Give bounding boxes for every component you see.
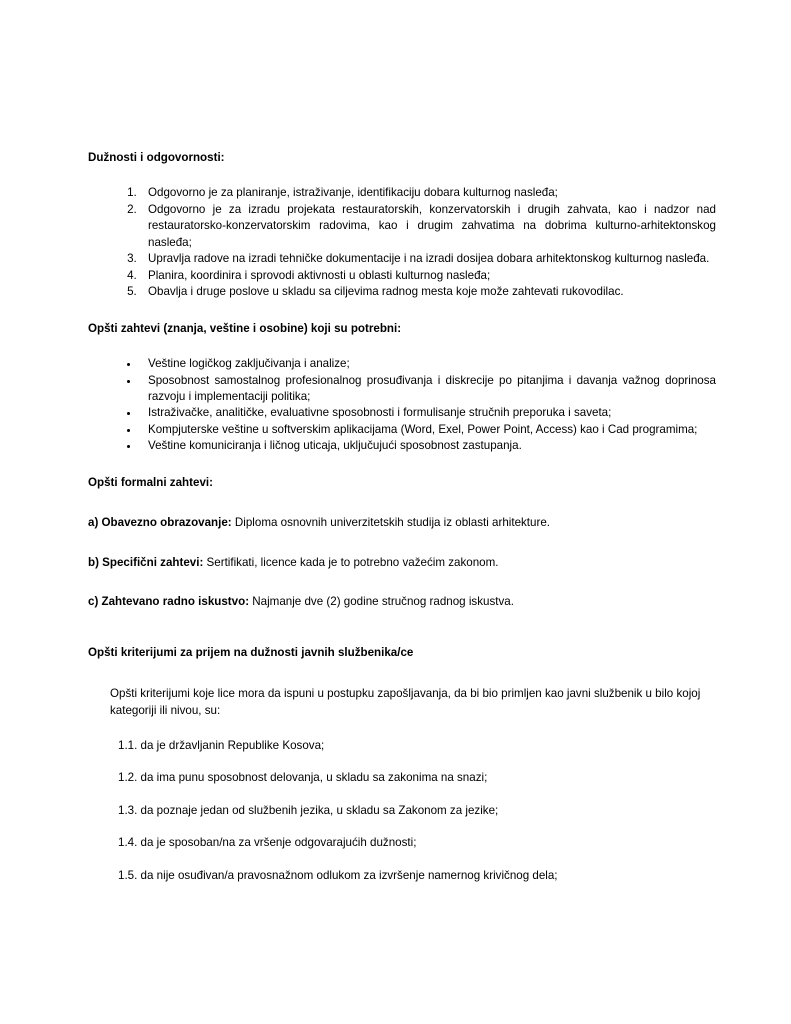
criteria-item-1-2: 1.2. da ima punu sposobnost delovanja, u skladu sa zakonima na snazi; [118, 771, 488, 785]
formal-requirement-a [88, 515, 716, 531]
spacer [88, 546, 716, 555]
formal-requirement-c [88, 594, 716, 610]
duties-heading: Dužnosti i odgovornosti: [88, 151, 225, 164]
list-item: • Sposobnost samostalnog profesionalnog prosuđivanja i diskrecije po pitanjima i davanja važnog doprinosa razvoju i implementaciji politika; [140, 373, 716, 406]
list-item: 2. Odgovorno je za izradu projekata restauratorskih, konzervatorskih i drugih zahvata, kao i nadzor nad restauratorsko-konzervatorskim radovima, kao i drugim zahvatima na dobrima kulturno-arhitektonskog nasleđa; [140, 202, 716, 251]
formal-requirement-b-label: b) Specifični zahtevi: [88, 555, 204, 569]
general-requirements-heading: Opšti zahtevi (znanja, veštine i osobine) koji su potrebni: [88, 321, 402, 335]
list-item: • Veštine logičkog zaključivanja i analize; [140, 356, 716, 372]
criteria-heading: Opšti kriterijumi za prijem na dužnosti javnih službenika/ce [88, 645, 414, 659]
list-item: 3. Upravlja radove na izradi tehničke dokumentacije i na izradi dosijea dobara arhitektonskog kulturnog nasleđa. [140, 251, 716, 267]
spacer [88, 585, 716, 594]
duties-list [88, 185, 716, 300]
criteria-item-1-5: 1.5. da nije osuđivan/a pravosnažnom odlukom za izvršenje namernog krivičnog dela; [118, 868, 558, 882]
spacer [88, 176, 716, 185]
formal-requirement-b [88, 555, 716, 571]
formal-requirement-a-label: a) Obavezno obrazovanje: [88, 516, 232, 530]
list-item: • Istraživačke, analitičke, evaluativne sposobnosti i formulisanje stručnih preporuka i saveta; [140, 405, 716, 421]
list-item: • Veštine komuniciranja i ličnog uticaja, uključujući sposobnost zastupanja. [140, 438, 716, 454]
spacer [88, 671, 716, 685]
list-item: 1. Odgovorno je za planiranje, istraživanje, identifikaciju dobara kulturnog nasleđa; [140, 185, 716, 201]
formal-requirements-heading: Opšti formalni zahtevi: [88, 475, 213, 489]
formal-requirement-b-text: Sertifikati, licence kada je to potrebno važećim zakonom. [203, 555, 499, 569]
formal-requirement-a-text: Diploma osnovnih univerzitetskih studija iz oblasti arhitekture. [231, 516, 551, 530]
criteria-item-1-3: 1.3. da poznaje jedan od službenih jezika, u skladu sa Zakonom za jezike; [118, 803, 499, 817]
list-item: 4. Planira, koordinira i sprovodi aktivnosti u oblasti kulturnog nasleđa; [140, 268, 716, 284]
document-body [88, 150, 716, 884]
spacer [88, 301, 716, 321]
criteria-intro: Opšti kriterijumi koje lice mora da ispuni u postupku zapošljavanja, da bi bio primljen kao javni službenik u bilo kojoj kategoriji ili nivou, su: [110, 687, 701, 718]
list-item: • Kompjuterske veštine u softverskim aplikacijama (Word, Exel, Power Point, Access) kao i Cad programima; [140, 422, 716, 438]
criteria-item-1-4: 1.4. da je sposoban/na za vršenje odgovarajućih dužnosti; [118, 836, 417, 850]
formal-requirement-c-label: c) Zahtevano radno iskustvo: [88, 595, 250, 609]
list-item: 5. Obavlja i druge poslove u skladu sa ciljevima radnog mesta koje može zahtevati rukovodilac. [140, 284, 716, 300]
spacer [88, 347, 716, 356]
criteria-item-1-1: 1.1. da je državljanin Republike Kosova; [118, 738, 325, 752]
general-requirements-list [88, 356, 716, 455]
formal-requirement-c-text: Najmanje dve (2) godine stručnog radnog iskustva. [249, 595, 514, 609]
spacer [88, 501, 716, 515]
spacer [88, 455, 716, 475]
spacer [88, 625, 716, 645]
